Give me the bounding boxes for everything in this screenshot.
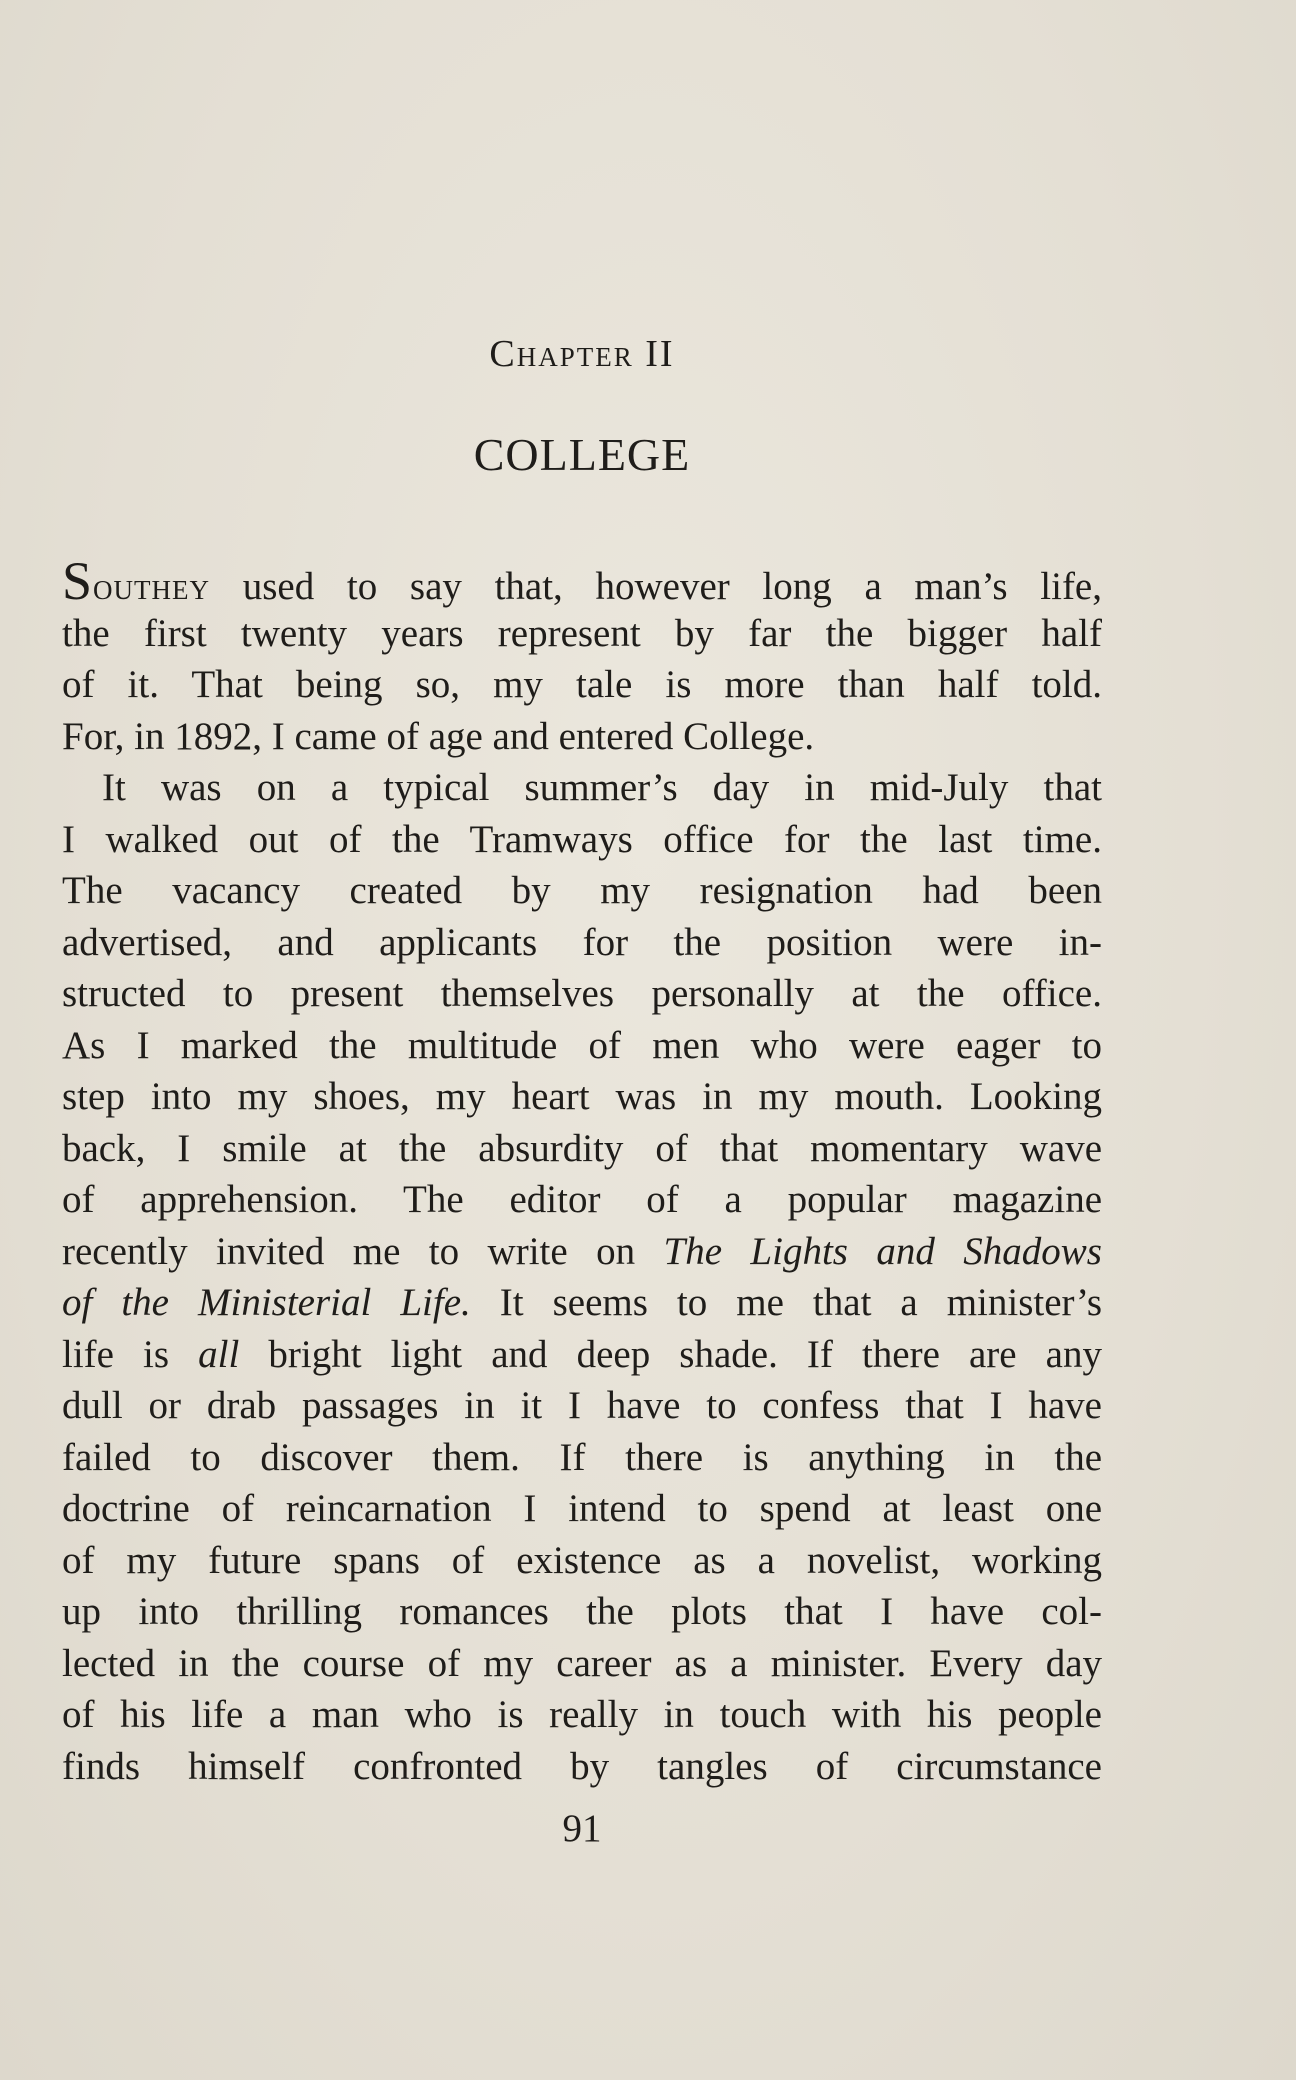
text-line: structed to present themselves personally at the office.: [62, 972, 1102, 1015]
text-line: of his life a man who is really in touch with his people: [62, 1693, 1102, 1736]
text-line: step into my shoes, my heart was in my mouth. Looking: [62, 1075, 1102, 1118]
text-line: of apprehension. The editor of a popular magazine: [62, 1178, 1102, 1221]
book-page: [62, 0, 1102, 2080]
text-line: lected in the course of my career as a minister. Every day: [62, 1641, 1102, 1685]
body-text: [62, 551, 1103, 1792]
text-line: dull or drab passages in it I have to confess that I have: [62, 1384, 1102, 1427]
page-number: 91: [562, 1807, 602, 1850]
chapter-title: COLLEGE: [473, 429, 691, 480]
text-line: back, I smile at the absurdity of that momentary wave: [62, 1126, 1102, 1170]
text-line: advertised, and applicants for the position were in-: [62, 920, 1102, 964]
text-line: doctrine of reincarnation I intend to spend at least one: [62, 1487, 1102, 1530]
text-line: the first twenty years represent by far the bigger half: [62, 611, 1102, 655]
text-line: As I marked the multitude of men who were eager to: [62, 1023, 1102, 1067]
text-line: The vacancy created by my resignation had been: [62, 869, 1102, 912]
text-line: life is all bright light and deep shade. If there are any: [62, 1332, 1102, 1376]
chapter-label: Chapter II: [489, 333, 675, 375]
text-line: Southey used to say that, however long a man’s life,: [62, 551, 1102, 611]
text-line: failed to discover them. If there is anything in the: [62, 1435, 1102, 1479]
text-line: For, in 1892, I came of age and entered College.: [62, 714, 815, 758]
text-line: of my future spans of existence as a novelist, working: [62, 1538, 1102, 1582]
text-line: finds himself confronted by tangles of circumstance: [62, 1744, 1102, 1788]
text-line: It was on a typical summer’s day in mid-July that: [102, 766, 1102, 809]
text-line: up into thrilling romances the plots that I have col-: [62, 1590, 1102, 1633]
text-line: of the Ministerial Life. It seems to me that a minister’s: [62, 1281, 1103, 1324]
drop-cap-word: Southey: [62, 551, 211, 611]
text-line: I walked out of the Tramways office for the last time.: [62, 817, 1102, 861]
text-line: recently invited me to write on The Lights and Shadows: [62, 1229, 1102, 1273]
text-line: of it. That being so, my tale is more than half told.: [62, 663, 1102, 706]
